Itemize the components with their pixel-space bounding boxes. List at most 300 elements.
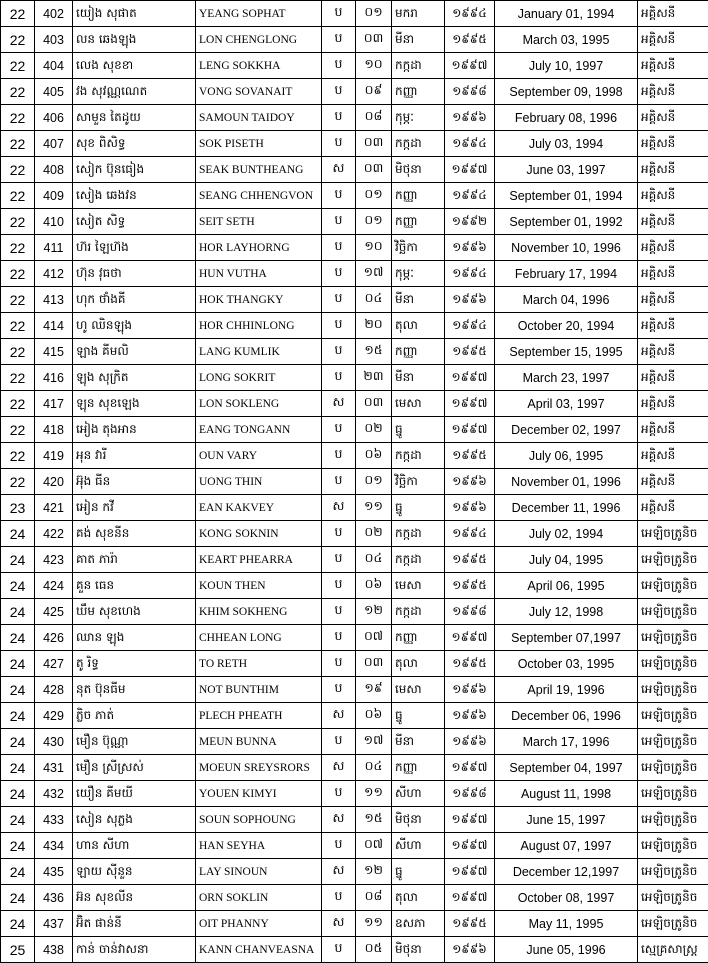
khmer-name-cell: សៀន សុភ្លង	[73, 807, 196, 833]
sex-cell: ប	[322, 937, 356, 963]
row-number-cell: 430	[35, 729, 73, 755]
latin-name-cell: KHIM SOKHENG	[196, 599, 322, 625]
sex-cell: ស	[322, 911, 356, 937]
latin-name-cell: LON SOKLENG	[196, 391, 322, 417]
sex-cell: ស	[322, 391, 356, 417]
latin-name-cell: SEAK BUNTHEANG	[196, 157, 322, 183]
birth-date-cell: September 01, 1992	[495, 209, 638, 235]
department-cell: អេឡិចត្រូនិច	[638, 885, 708, 911]
group-number-cell: 22	[1, 183, 35, 209]
table-row	[1, 313, 708, 339]
row-number-cell: 432	[35, 781, 73, 807]
sex-cell: ប	[322, 105, 356, 131]
row-number-cell: 417	[35, 391, 73, 417]
khmer-name-cell: ភ្លិច ភាត់	[73, 703, 196, 729]
group-number-cell: 22	[1, 131, 35, 157]
birth-date-cell: September 01, 1994	[495, 183, 638, 209]
birth-date-cell: December 02, 1997	[495, 417, 638, 443]
khmer-name-cell: សៀក ប៊ុនធៀង	[73, 157, 196, 183]
birth-date-cell: February 08, 1996	[495, 105, 638, 131]
department-cell: អគ្គិសនី	[638, 365, 708, 391]
birth-date-cell: September 15, 1995	[495, 339, 638, 365]
group-number-cell: 24	[1, 521, 35, 547]
birth-year-cell: ១៩៩៥	[445, 547, 495, 573]
department-cell: អេឡិចត្រូនិច	[638, 677, 708, 703]
latin-name-cell: PLECH PHEATH	[196, 703, 322, 729]
sex-cell: ប	[322, 287, 356, 313]
birth-date-cell: June 03, 1997	[495, 157, 638, 183]
row-number-cell: 415	[35, 339, 73, 365]
department-cell: ស្មេគ្រសាស្ត្រ	[638, 937, 708, 963]
department-cell: អគ្គិសនី	[638, 157, 708, 183]
group-number-cell: 22	[1, 209, 35, 235]
birth-year-cell: ១៩៩៥	[445, 651, 495, 677]
birth-month-cell: មិថុនា	[392, 157, 445, 183]
table-row	[1, 547, 708, 573]
birth-year-cell: ១៩៩៦	[445, 287, 495, 313]
khmer-name-cell: សៀត សិទ្ធ	[73, 209, 196, 235]
khmer-name-cell: កាន់ ចាន់វាសនា	[73, 937, 196, 963]
khmer-name-cell: អ៊ន សុខលីន	[73, 885, 196, 911]
group-number-cell: 24	[1, 547, 35, 573]
birth-year-cell: ១៩៩៧	[445, 833, 495, 859]
birth-year-cell: ១៩៩៦	[445, 469, 495, 495]
sex-cell: ប	[322, 365, 356, 391]
table-row	[1, 365, 708, 391]
birth-year-cell: ១៩៩៤	[445, 183, 495, 209]
table-row	[1, 339, 708, 365]
birth-day-cell: ០៣	[356, 27, 392, 53]
birth-year-cell: ១៩៩៦	[445, 729, 495, 755]
birth-day-cell: ០៦	[356, 573, 392, 599]
birth-date-cell: July 04, 1995	[495, 547, 638, 573]
birth-year-cell: ១៩៩៧	[445, 391, 495, 417]
group-number-cell: 22	[1, 79, 35, 105]
birth-date-cell: January 01, 1994	[495, 1, 638, 27]
latin-name-cell: YEANG SOPHAT	[196, 1, 322, 27]
department-cell: អគ្គិសនី	[638, 183, 708, 209]
group-number-cell: 24	[1, 781, 35, 807]
birth-date-cell: September 07,1997	[495, 625, 638, 651]
row-number-cell: 425	[35, 599, 73, 625]
birth-day-cell: ០២	[356, 521, 392, 547]
birth-month-cell: ឧសភា	[392, 911, 445, 937]
sex-cell: ស	[322, 495, 356, 521]
birth-day-cell: ១២	[356, 599, 392, 625]
birth-date-cell: December 11, 1996	[495, 495, 638, 521]
latin-name-cell: OUN VARY	[196, 443, 322, 469]
birth-year-cell: ១៩៩៧	[445, 859, 495, 885]
birth-year-cell: ១៩៩៥	[445, 27, 495, 53]
group-number-cell: 24	[1, 859, 35, 885]
birth-year-cell: ១៩៩៧	[445, 157, 495, 183]
birth-month-cell: កក្កដា	[392, 443, 445, 469]
birth-month-cell: មិថុនា	[392, 937, 445, 963]
department-cell: អេឡិចត្រូនិច	[638, 703, 708, 729]
row-number-cell: 412	[35, 261, 73, 287]
table-row	[1, 131, 708, 157]
birth-month-cell: ធ្នូ	[392, 495, 445, 521]
birth-day-cell: ០១	[356, 1, 392, 27]
row-number-cell: 433	[35, 807, 73, 833]
latin-name-cell: LON CHENGLONG	[196, 27, 322, 53]
birth-date-cell: March 04, 1996	[495, 287, 638, 313]
khmer-name-cell: ហូ ឈិនឡុង	[73, 313, 196, 339]
department-cell: អគ្គិសនី	[638, 27, 708, 53]
table-row	[1, 209, 708, 235]
latin-name-cell: LAY SINOUN	[196, 859, 322, 885]
row-number-cell: 406	[35, 105, 73, 131]
birth-date-cell: August 07, 1997	[495, 833, 638, 859]
birth-day-cell: ០៩	[356, 79, 392, 105]
table-row	[1, 521, 708, 547]
birth-year-cell: ១៩៩៧	[445, 365, 495, 391]
birth-date-cell: February 17, 1994	[495, 261, 638, 287]
sex-cell: ស	[322, 157, 356, 183]
birth-year-cell: ១៩៩៤	[445, 1, 495, 27]
birth-year-cell: ១៩៩៧	[445, 53, 495, 79]
birth-month-cell: តុលា	[392, 313, 445, 339]
birth-date-cell: June 15, 1997	[495, 807, 638, 833]
table-row	[1, 417, 708, 443]
group-number-cell: 25	[1, 937, 35, 963]
group-number-cell: 24	[1, 703, 35, 729]
department-cell: អគ្គិសនី	[638, 131, 708, 157]
birth-day-cell: ០៣	[356, 651, 392, 677]
birth-day-cell: ០១	[356, 183, 392, 209]
birth-day-cell: ២០	[356, 313, 392, 339]
khmer-name-cell: វង សុវណ្ណណេត	[73, 79, 196, 105]
row-number-cell: 403	[35, 27, 73, 53]
birth-month-cell: មេសា	[392, 573, 445, 599]
sex-cell: ប	[322, 131, 356, 157]
latin-name-cell: HUN VUTHA	[196, 261, 322, 287]
birth-month-cell: សីហា	[392, 833, 445, 859]
birth-year-cell: ១៩៩៤	[445, 261, 495, 287]
latin-name-cell: SEANG CHHENGVON	[196, 183, 322, 209]
birth-date-cell: November 10, 1996	[495, 235, 638, 261]
latin-name-cell: SEIT SETH	[196, 209, 322, 235]
birth-date-cell: July 02, 1994	[495, 521, 638, 547]
birth-month-cell: មីនា	[392, 365, 445, 391]
group-number-cell: 23	[1, 495, 35, 521]
khmer-name-cell: ឡាយ ស៊ីនួន	[73, 859, 196, 885]
birth-month-cell: វិច្ឆិកា	[392, 235, 445, 261]
birth-day-cell: ២៣	[356, 365, 392, 391]
row-number-cell: 426	[35, 625, 73, 651]
sex-cell: ប	[322, 573, 356, 599]
birth-day-cell: ០៦	[356, 703, 392, 729]
khmer-name-cell: អ៊ិត ផាន់នី	[73, 911, 196, 937]
khmer-name-cell: យៀង សុផាត	[73, 1, 196, 27]
birth-year-cell: ១៩៩៦	[445, 703, 495, 729]
birth-month-cell: សីហា	[392, 781, 445, 807]
khmer-name-cell: តូ រិទ្ធ	[73, 651, 196, 677]
table-row	[1, 495, 708, 521]
sex-cell: ប	[322, 1, 356, 27]
latin-name-cell: OIT PHANNY	[196, 911, 322, 937]
birth-month-cell: មីនា	[392, 27, 445, 53]
khmer-name-cell: ហ៊រ ឡៃហ៊ង	[73, 235, 196, 261]
sex-cell: ប	[322, 209, 356, 235]
table-row	[1, 677, 708, 703]
sex-cell: ប	[322, 469, 356, 495]
latin-name-cell: EANG TONGANN	[196, 417, 322, 443]
birth-date-cell: November 01, 1996	[495, 469, 638, 495]
birth-year-cell: ១៩៩៧	[445, 625, 495, 651]
row-number-cell: 438	[35, 937, 73, 963]
group-number-cell: 24	[1, 625, 35, 651]
birth-year-cell: ១៩៩៤	[445, 521, 495, 547]
birth-month-cell: មិថុនា	[392, 807, 445, 833]
birth-month-cell: កក្កដា	[392, 521, 445, 547]
row-number-cell: 405	[35, 79, 73, 105]
table-row	[1, 833, 708, 859]
birth-day-cell: ១៥	[356, 339, 392, 365]
birth-month-cell: កក្កដា	[392, 547, 445, 573]
department-cell: អេឡិចត្រូនិច	[638, 807, 708, 833]
group-number-cell: 24	[1, 755, 35, 781]
department-cell: អេឡិចត្រូនិច	[638, 625, 708, 651]
group-number-cell: 24	[1, 599, 35, 625]
birth-month-cell: មករា	[392, 1, 445, 27]
khmer-name-cell: ហ៊ុន វុធថា	[73, 261, 196, 287]
sex-cell: ប	[322, 79, 356, 105]
department-cell: អគ្គិសនី	[638, 287, 708, 313]
department-cell: អគ្គិសនី	[638, 235, 708, 261]
department-cell: អគ្គិសនី	[638, 495, 708, 521]
row-number-cell: 413	[35, 287, 73, 313]
birth-date-cell: October 20, 1994	[495, 313, 638, 339]
khmer-name-cell: គាត ភារ៉ា	[73, 547, 196, 573]
latin-name-cell: LONG SOKRIT	[196, 365, 322, 391]
birth-month-cell: កុម្ភៈ	[392, 261, 445, 287]
birth-year-cell: ១៩៩៨	[445, 599, 495, 625]
latin-name-cell: KEART PHEARRA	[196, 547, 322, 573]
birth-day-cell: ០៣	[356, 157, 392, 183]
latin-name-cell: HOR CHHINLONG	[196, 313, 322, 339]
sex-cell: ប	[322, 651, 356, 677]
table-row	[1, 157, 708, 183]
table-row	[1, 105, 708, 131]
birth-year-cell: ១៩៩៤	[445, 131, 495, 157]
birth-day-cell: ០៤	[356, 287, 392, 313]
department-cell: អគ្គិសនី	[638, 1, 708, 27]
birth-month-cell: មីនា	[392, 729, 445, 755]
department-cell: អេឡិចត្រូនិច	[638, 781, 708, 807]
birth-month-cell: កក្កដា	[392, 599, 445, 625]
birth-month-cell: កញ្ញា	[392, 755, 445, 781]
table-row	[1, 807, 708, 833]
khmer-name-cell: ឡុង សុក្រិត	[73, 365, 196, 391]
latin-name-cell: EAN KAKVEY	[196, 495, 322, 521]
birth-day-cell: ០១	[356, 209, 392, 235]
latin-name-cell: LANG KUMLIK	[196, 339, 322, 365]
birth-month-cell: ធ្នូ	[392, 417, 445, 443]
latin-name-cell: KOUN THEN	[196, 573, 322, 599]
birth-year-cell: ១៩៩៥	[445, 911, 495, 937]
birth-day-cell: ០៤	[356, 547, 392, 573]
birth-year-cell: ១៩៩៦	[445, 105, 495, 131]
table-row	[1, 79, 708, 105]
birth-year-cell: ១៩៩៥	[445, 573, 495, 599]
birth-date-cell: September 04, 1997	[495, 755, 638, 781]
khmer-name-cell: អៀង តុងអាន	[73, 417, 196, 443]
birth-day-cell: ១៥	[356, 807, 392, 833]
sex-cell: ប	[322, 235, 356, 261]
table-row	[1, 183, 708, 209]
row-number-cell: 408	[35, 157, 73, 183]
group-number-cell: 22	[1, 261, 35, 287]
khmer-name-cell: ឡុន សុខឡេង	[73, 391, 196, 417]
sex-cell: ប	[322, 313, 356, 339]
table-row	[1, 625, 708, 651]
table-row	[1, 729, 708, 755]
row-number-cell: 437	[35, 911, 73, 937]
department-cell: អគ្គិសនី	[638, 261, 708, 287]
birth-year-cell: ១៩៩៦	[445, 495, 495, 521]
group-number-cell: 24	[1, 807, 35, 833]
birth-date-cell: July 10, 1997	[495, 53, 638, 79]
department-cell: អេឡិចត្រូនិច	[638, 911, 708, 937]
sex-cell: ប	[322, 885, 356, 911]
latin-name-cell: UONG THIN	[196, 469, 322, 495]
birth-year-cell: ១៩៩២	[445, 209, 495, 235]
latin-name-cell: MEUN BUNNA	[196, 729, 322, 755]
department-cell: អគ្គិសនី	[638, 391, 708, 417]
birth-month-cell: កុម្ភៈ	[392, 105, 445, 131]
sex-cell: ប	[322, 521, 356, 547]
birth-date-cell: July 12, 1998	[495, 599, 638, 625]
khmer-name-cell: លន ឆេងឡុង	[73, 27, 196, 53]
birth-date-cell: April 06, 1995	[495, 573, 638, 599]
row-number-cell: 419	[35, 443, 73, 469]
birth-day-cell: ០៤	[356, 755, 392, 781]
latin-name-cell: HAN SEYHA	[196, 833, 322, 859]
department-cell: អេឡិចត្រូនិច	[638, 729, 708, 755]
table-row	[1, 443, 708, 469]
group-number-cell: 22	[1, 313, 35, 339]
group-number-cell: 22	[1, 469, 35, 495]
group-number-cell: 22	[1, 1, 35, 27]
birth-day-cell: ០៦	[356, 443, 392, 469]
birth-day-cell: ០៣	[356, 131, 392, 157]
birth-year-cell: ១៩៩៦	[445, 235, 495, 261]
group-number-cell: 22	[1, 417, 35, 443]
birth-month-cell: ធ្នូ	[392, 703, 445, 729]
department-cell: អេឡិចត្រូនិច	[638, 833, 708, 859]
birth-month-cell: តុលា	[392, 651, 445, 677]
group-number-cell: 22	[1, 365, 35, 391]
table-row	[1, 651, 708, 677]
row-number-cell: 409	[35, 183, 73, 209]
birth-year-cell: ១៩៩៨	[445, 781, 495, 807]
sex-cell: ស	[322, 859, 356, 885]
department-cell: អេឡិចត្រូនិច	[638, 599, 708, 625]
birth-date-cell: June 05, 1996	[495, 937, 638, 963]
birth-year-cell: ១៩៩៨	[445, 79, 495, 105]
group-number-cell: 22	[1, 235, 35, 261]
birth-month-cell: កក្កដា	[392, 131, 445, 157]
latin-name-cell: NOT BUNTHIM	[196, 677, 322, 703]
sex-cell: ស	[322, 755, 356, 781]
birth-date-cell: May 11, 1995	[495, 911, 638, 937]
latin-name-cell: MOEUN SREYSRORS	[196, 755, 322, 781]
khmer-name-cell: សុខ ពិសិទ្ធ	[73, 131, 196, 157]
row-number-cell: 418	[35, 417, 73, 443]
birth-date-cell: April 03, 1997	[495, 391, 638, 417]
sex-cell: ប	[322, 547, 356, 573]
birth-date-cell: October 03, 1995	[495, 651, 638, 677]
table-row	[1, 599, 708, 625]
table-row	[1, 911, 708, 937]
group-number-cell: 22	[1, 287, 35, 313]
khmer-name-cell: ហាន សីហា	[73, 833, 196, 859]
latin-name-cell: LENG SOKKHA	[196, 53, 322, 79]
group-number-cell: 24	[1, 573, 35, 599]
khmer-name-cell: អៀន កវី	[73, 495, 196, 521]
birth-day-cell: ០៨	[356, 105, 392, 131]
table-row	[1, 469, 708, 495]
sex-cell: ប	[322, 729, 356, 755]
birth-day-cell: ១០	[356, 53, 392, 79]
birth-month-cell: តុលា	[392, 885, 445, 911]
birth-date-cell: March 23, 1997	[495, 365, 638, 391]
birth-year-cell: ១៩៩៧	[445, 807, 495, 833]
birth-date-cell: July 03, 1994	[495, 131, 638, 157]
birth-month-cell: កញ្ញា	[392, 339, 445, 365]
department-cell: អេឡិចត្រូនិច	[638, 521, 708, 547]
birth-year-cell: ១៩៩៧	[445, 755, 495, 781]
department-cell: អេឡិចត្រូនិច	[638, 755, 708, 781]
sex-cell: ប	[322, 261, 356, 287]
khmer-name-cell: លេង សុខខា	[73, 53, 196, 79]
row-number-cell: 421	[35, 495, 73, 521]
group-number-cell: 22	[1, 443, 35, 469]
sex-cell: ប	[322, 183, 356, 209]
table-row	[1, 261, 708, 287]
table-row	[1, 937, 708, 963]
khmer-name-cell: យឿន គីមយី	[73, 781, 196, 807]
birth-day-cell: ០៧	[356, 625, 392, 651]
birth-month-cell: កញ្ញា	[392, 625, 445, 651]
row-number-cell: 402	[35, 1, 73, 27]
khmer-name-cell: ឃឹម សុខហេង	[73, 599, 196, 625]
sex-cell: ប	[322, 781, 356, 807]
birth-day-cell: ១១	[356, 495, 392, 521]
latin-name-cell: KANN CHANVEASNA	[196, 937, 322, 963]
birth-year-cell: ១៩៩៦	[445, 677, 495, 703]
latin-name-cell: SOUN SOPHOUNG	[196, 807, 322, 833]
birth-date-cell: August 11, 1998	[495, 781, 638, 807]
khmer-name-cell: ឡាង គីមលិ	[73, 339, 196, 365]
row-number-cell: 414	[35, 313, 73, 339]
birth-month-cell: ធ្នូ	[392, 859, 445, 885]
table-row	[1, 573, 708, 599]
birth-month-cell: កញ្ញា	[392, 209, 445, 235]
latin-name-cell: YOUEN KIMYI	[196, 781, 322, 807]
department-cell: អគ្គិសនី	[638, 313, 708, 339]
birth-day-cell: ០២	[356, 417, 392, 443]
group-number-cell: 22	[1, 339, 35, 365]
birth-year-cell: ១៩៩៧	[445, 417, 495, 443]
birth-day-cell: ១៧	[356, 729, 392, 755]
department-cell: អេឡិចត្រូនិច	[638, 651, 708, 677]
birth-date-cell: September 09, 1998	[495, 79, 638, 105]
latin-name-cell: KONG SOKNIN	[196, 521, 322, 547]
khmer-name-cell: អ៊ុង ធីន	[73, 469, 196, 495]
birth-month-cell: កញ្ញា	[392, 79, 445, 105]
